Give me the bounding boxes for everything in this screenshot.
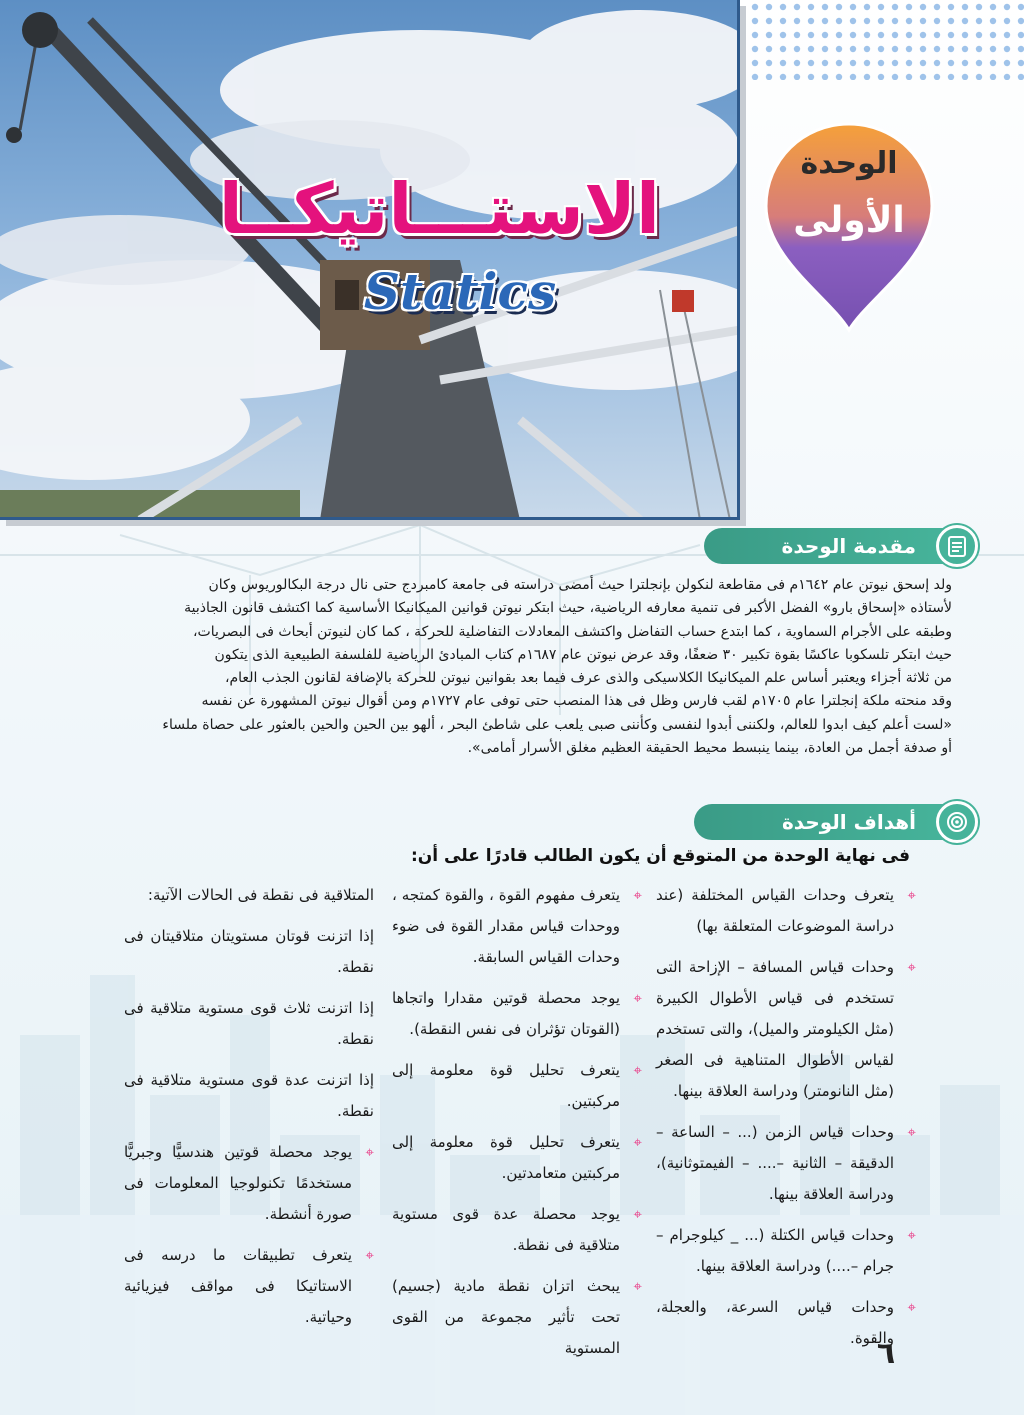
- page-number: ٦: [876, 1336, 896, 1371]
- objective-case: إذا اتزنت عدة قوى مستوية متلاقية فى نقطة.: [124, 1071, 374, 1120]
- intro-line: حيث ابتكر تلسكوبا عاكسًا بقوة تكبير ٣٠ ضعفًا، وقد عرض نيوتن عام ١٦٨٧م كتاب المبادئ الرياضية للفلسفة الطبيعية الذى يتكون: [214, 646, 952, 663]
- objective-item: ⌖ يبحث اتزان نقطة مادية (جسيم) تحت تأثير مجموعة من القوى المستوية: [392, 1271, 642, 1364]
- objective-item: ⌖ يتعرف تحليل قوة معلومة إلى مركبتين متعامدتين.: [392, 1127, 642, 1189]
- objective-item: ⌖ وحدات قياس المسافة – الإزاحة التى تستخدم فى قياس الأطوال الكبيرة (مثل الكيلومتر والميل)، والتى تستخدم لقياس الأطوال المتناهية فى الصغر (مثل النانومتر) ودراسة العلاقة بينها.: [656, 952, 916, 1107]
- hero-title-english: Statics: [363, 262, 557, 321]
- unit-badge: [760, 118, 938, 333]
- unit-label-line2: الأولى: [793, 200, 905, 241]
- objective-item: ⌖ يتعرف وحدات القياس المختلفة (عند دراسة الموضوعات المتعلقة بها): [656, 880, 916, 942]
- hero-crane-photo: [0, 0, 740, 520]
- bullet-icon: ⌖: [907, 1226, 916, 1244]
- objective-item: ⌖ يوجد محصلة قوتين هندسيًّا وجبريًّا مستخدمًا تكنولوجيا المعلومات فى صورة أنشطة.: [124, 1137, 374, 1230]
- objective-item: ⌖ يوجد محصلة قوتين مقدارا واتجاها (القوتان تؤثران فى نفس النقطة).: [392, 983, 642, 1045]
- goals-section-header: [600, 804, 1000, 844]
- bullet-icon: ⌖: [633, 989, 642, 1007]
- crane-illustration: [0, 0, 740, 520]
- goals-column-3: [124, 880, 374, 1343]
- bullet-icon: ⌖: [633, 1061, 642, 1079]
- notepad-icon: [936, 525, 978, 567]
- hero-title-arabic: الاستـــاتيكــا: [218, 168, 660, 250]
- objective-item: ⌖ وحدات قياس السرعة، والعجلة، والقوة.: [656, 1292, 916, 1354]
- intro-line: ولد إسحق نيوتن عام ١٦٤٢م فى مقاطعة لنكولن بإنجلترا حيث أمضى دراسته فى جامعة كامبردج حتى نال درجة البكالوريوس وكان: [208, 577, 952, 593]
- unit-label-line1: الوحدة: [800, 146, 898, 181]
- objective-item: ⌖ وحدات قياس الكتلة (... _ كيلوجرام – جرام –....) ودراسة العلاقة بينها.: [656, 1220, 916, 1282]
- bullet-icon: ⌖: [365, 1143, 374, 1161]
- objective-item: ⌖ يتعرف تحليل قوة معلومة إلى مركبتين.: [392, 1055, 642, 1117]
- intro-line: من ثلاثة أجزاء ويعتبر أساس علم الميكانيكا الكلاسيكى والذى عرف فيما بعد بقوانين نيوتن للحركة بالإضافة لقانون الجذب العام،: [224, 670, 952, 687]
- intro-paragraph: [130, 574, 952, 760]
- intro-line: وطبقه على الأجرام السماوية ، كما ابتدع حساب التفاضل واكتشف المعادلات التفاضلية للحركة ، كما كان لنيوتن أبحاث فى البصريات،: [193, 623, 952, 640]
- bullet-icon: ⌖: [907, 958, 916, 976]
- bullet-icon: ⌖: [365, 1246, 374, 1264]
- objective-item: ⌖ يتعرف تطبيقات ما درسه فى الاستاتيكا فى مواقف فيزيائية وحياتية.: [124, 1240, 374, 1333]
- intro-section-header: [600, 528, 1000, 568]
- bullet-icon: ⌖: [907, 886, 916, 904]
- objective-item: ⌖ وحدات قياس الزمن (... – الساعة – الدقيقة – الثانية –.... – الفيمتوثانية)، ودراسة العلاقة بينها.: [656, 1117, 916, 1210]
- target-icon: [936, 801, 978, 843]
- bullet-icon: ⌖: [633, 1277, 642, 1295]
- intro-heading: مقدمة الوحدة: [704, 528, 944, 564]
- bullet-icon: ⌖: [633, 886, 642, 904]
- goals-column-2: [392, 880, 642, 1374]
- intro-line: لأستاذه «إسحاق بارو» الفضل الأكبر فى تنمية معارفه الرياضية، حيث ابتكر نيوتن قوانين الميكانيكا الأساسية كما اكتشف قانون الجاذبية: [184, 600, 952, 617]
- intro-line: أو صدفة أجمل من العادة، بينما ينبسط محيط الحقيقة العظيم مغلق الأسرار أمامى».: [467, 740, 952, 757]
- bullet-icon: ⌖: [633, 1133, 642, 1151]
- objective-continuation: المتلاقية فى نقطة فى الحالات الآتية:: [147, 886, 374, 904]
- bullet-icon: ⌖: [907, 1123, 916, 1141]
- dot-pattern-decoration: [748, 0, 1024, 90]
- bullet-icon: ⌖: [633, 1205, 642, 1223]
- objective-case: إذا اتزنت قوتان مستويتان متلاقيتان فى نقطة.: [124, 927, 374, 976]
- intro-line: وقد منحته ملكة إنجلترا عام ١٧٠٥م لقب فارس وظل فى هذا المنصب حتى توفى عام ١٧٢٧م ومن أقوال نيوتن المشهورة عن نفسه: [201, 693, 952, 710]
- goals-lead-text: فى نهاية الوحدة من المتوقع أن يكون الطالب قادرًا على أن:: [411, 846, 910, 866]
- goals-column-1: [656, 880, 916, 1364]
- bullet-icon: ⌖: [907, 1298, 916, 1316]
- objective-item: ⌖ يتعرف مفهوم القوة ، والقوة كمتجه ، ووحدات قياس مقدار القوة فى ضوء وحدات القياس السابقة.: [392, 880, 642, 973]
- objective-item: ⌖ يوجد محصلة عدة قوى مستوية متلاقية فى نقطة.: [392, 1199, 642, 1261]
- intro-line: «لست أعلم كيف ابدوا للعالم، ولكننى أبدوا لنفسى وكأننى صبى يلعب على شاطئ البحر ، ألهو بين الحين والحين بالعثور على حصاة ملساء: [162, 716, 952, 733]
- goals-heading: أهداف الوحدة: [694, 804, 944, 840]
- objective-case: إذا اتزنت ثلاث قوى مستوية متلاقية فى نقطة.: [124, 999, 374, 1048]
